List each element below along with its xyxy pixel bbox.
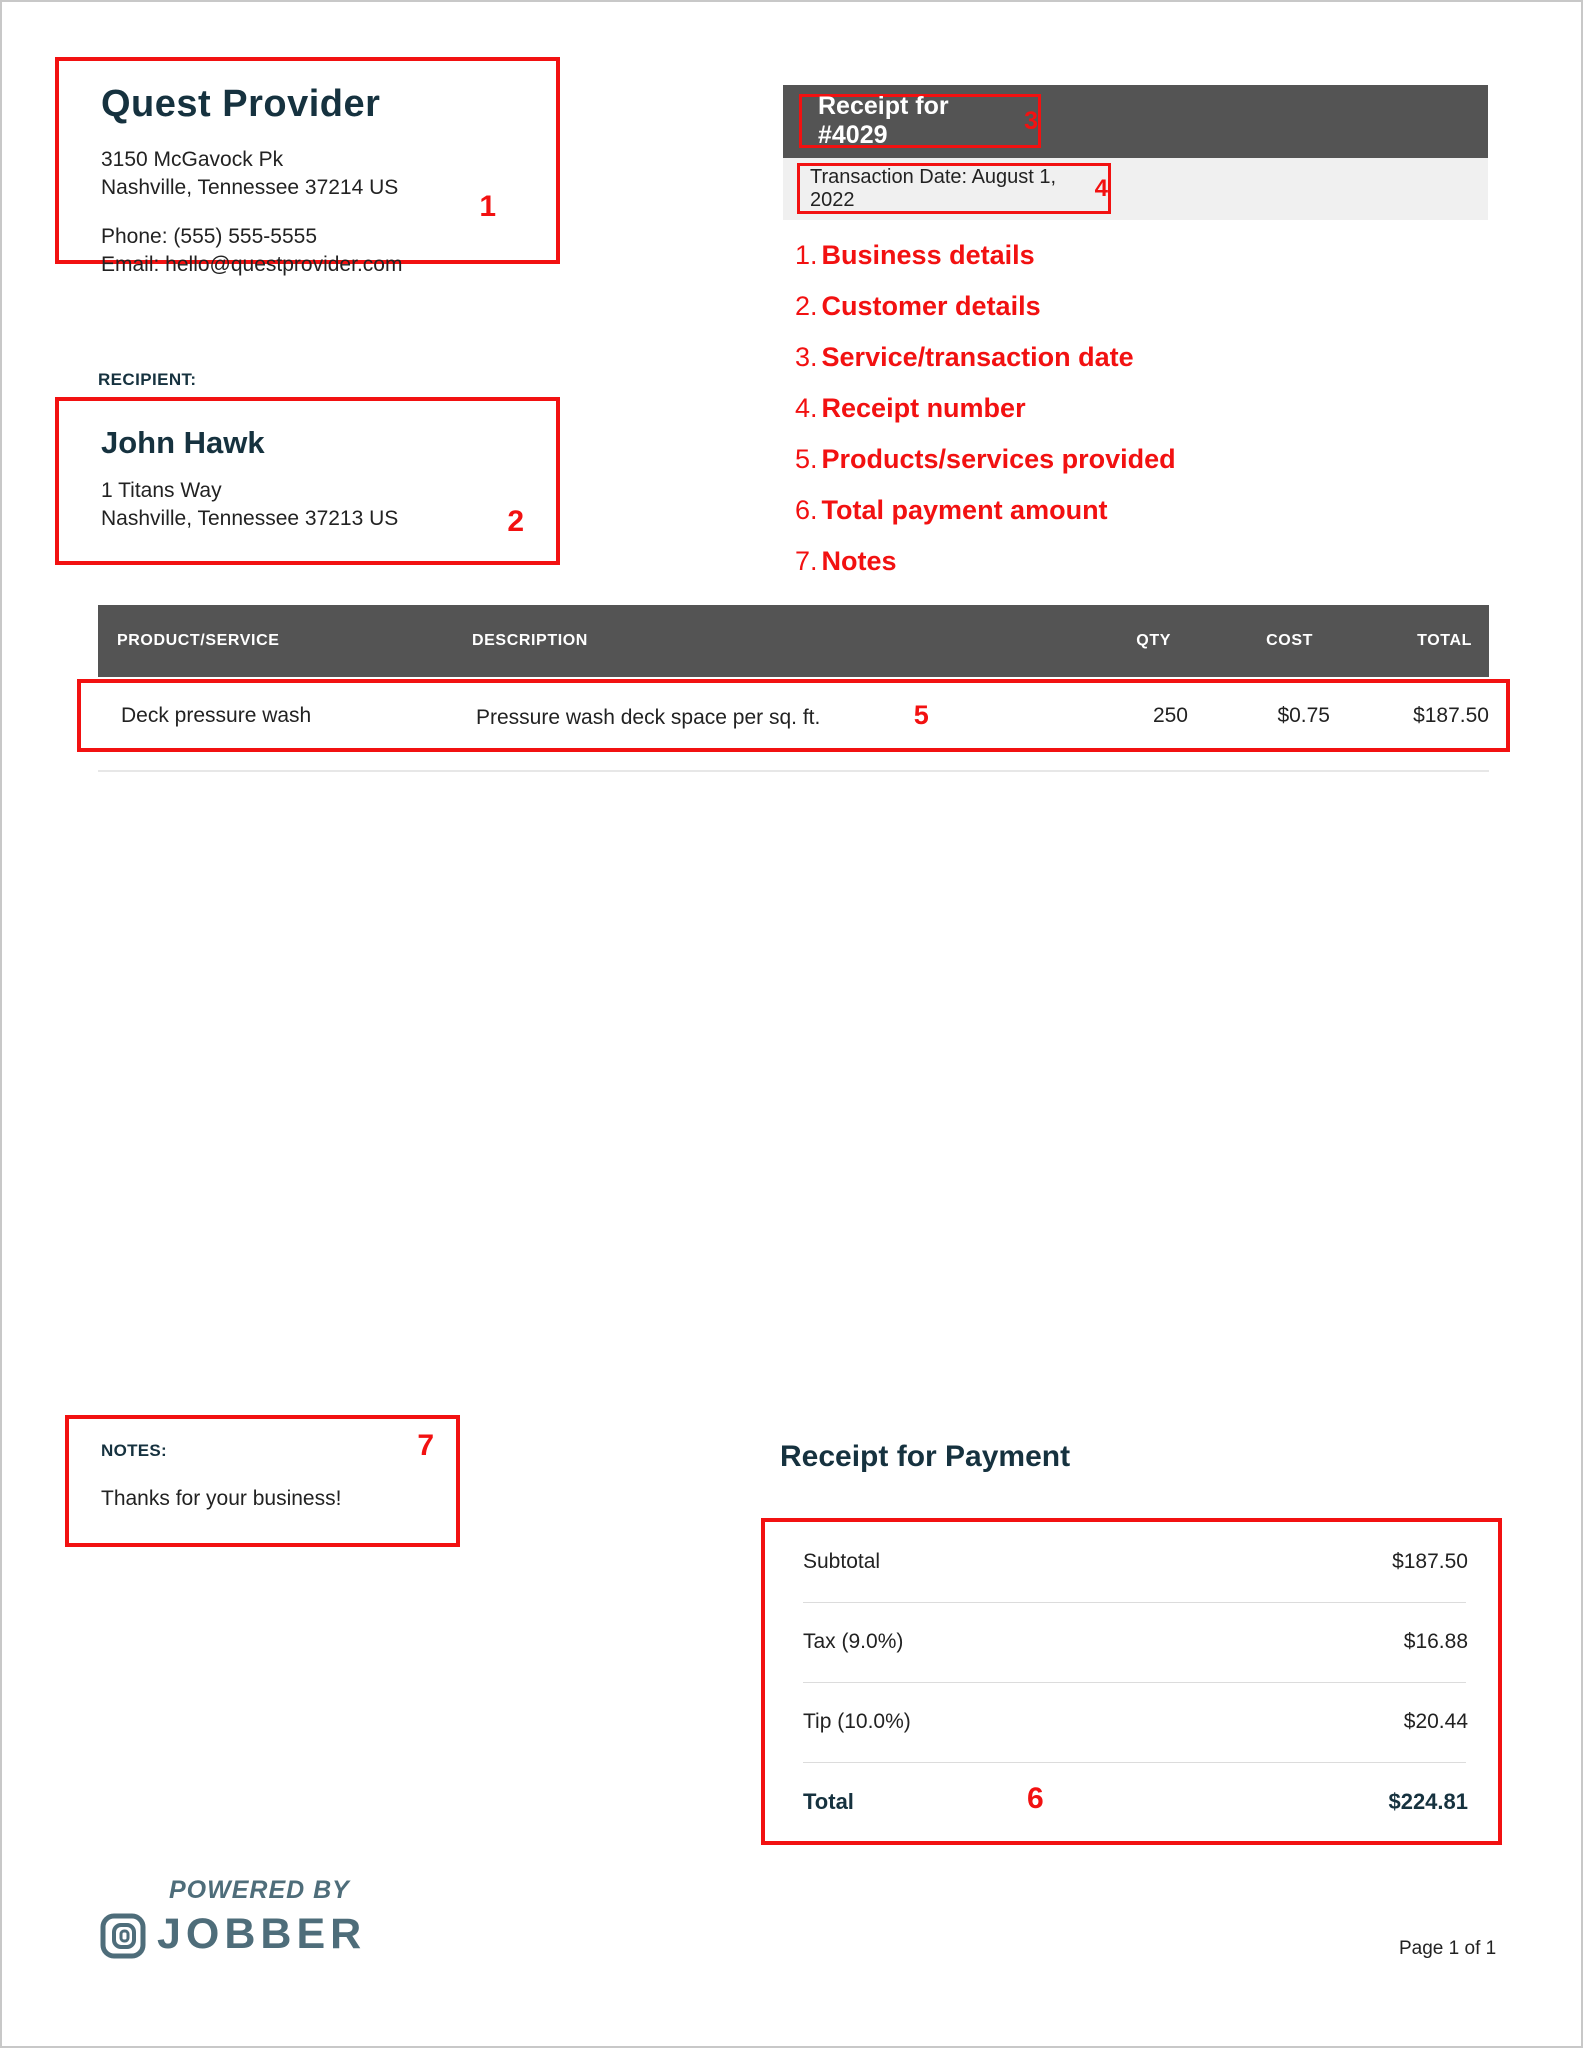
transaction-date-annotation-box	[797, 163, 1111, 214]
legend-label: Customer details	[821, 291, 1041, 321]
legend-num: 6.	[795, 495, 818, 525]
line-item-annotation-box	[77, 679, 1510, 752]
legend-item-receipt-number	[795, 393, 1176, 444]
powered-by-text: POWERED BY	[169, 1876, 350, 1904]
subtotal-label: Subtotal	[803, 1550, 881, 1573]
subtotal-value: $187.50	[1392, 1550, 1468, 1573]
callout-number-2: 2	[507, 505, 524, 538]
legend-item-products-services	[795, 444, 1176, 495]
items-table-header	[98, 605, 1489, 677]
jobber-logo	[97, 1864, 397, 1984]
recipient-address-line2: Nashville, Tennessee 37213 US	[101, 507, 399, 531]
table-row-divider	[98, 770, 1489, 772]
legend-num: 7.	[795, 546, 818, 576]
page-number: Page 1 of 1	[1399, 1938, 1497, 1959]
item-total: $187.50	[1413, 703, 1489, 727]
business-address-line2: Nashville, Tennessee 37214 US	[101, 176, 399, 200]
customer-details-annotation-box	[55, 397, 560, 565]
legend-num: 1.	[795, 240, 818, 270]
business-name: Quest Provider	[101, 83, 381, 125]
legend-item-total-payment	[795, 495, 1176, 546]
item-qty: 250	[1152, 703, 1188, 727]
business-email: Email: hello@questprovider.com	[101, 253, 403, 277]
subtotal-row	[765, 1522, 1498, 1602]
transaction-date: Transaction Date: August 1, 2022	[810, 165, 1057, 211]
jobber-wordmark: JOBBER	[157, 1910, 367, 1958]
business-details	[101, 83, 402, 279]
payment-summary-annotation-box	[761, 1518, 1502, 1845]
item-product: Deck pressure wash	[121, 703, 312, 727]
legend-num: 5.	[795, 444, 818, 474]
legend-label: Total payment amount	[821, 495, 1108, 525]
callout-number-4: 4	[1094, 174, 1108, 202]
callout-number-5: 5	[913, 700, 929, 730]
legend-label: Notes	[821, 546, 897, 576]
receipt-title-annotation-box	[799, 94, 1041, 148]
recipient-label: RECIPIENT:	[98, 370, 197, 389]
header-cost: COST	[1266, 632, 1313, 649]
item-description	[457, 700, 1068, 731]
legend-label: Products/services provided	[821, 444, 1176, 474]
callout-number-1: 1	[479, 190, 496, 223]
payment-section-title: Receipt for Payment	[780, 1440, 1071, 1473]
tax-row	[765, 1602, 1498, 1682]
legend-label: Service/transaction date	[821, 342, 1134, 372]
legend-label: Receipt number	[821, 393, 1026, 423]
header-qty: QTY	[1136, 632, 1171, 649]
total-label: Total	[803, 1789, 854, 1814]
total-row	[765, 1762, 1498, 1842]
callout-number-3: 3	[1024, 106, 1038, 135]
tip-label: Tip (10.0%)	[803, 1710, 911, 1733]
legend-num: 3.	[795, 342, 818, 372]
legend-item-notes	[795, 546, 1176, 597]
legend-num: 2.	[795, 291, 818, 321]
jobber-brand-icon	[99, 1912, 147, 1965]
tax-value: $16.88	[1403, 1630, 1468, 1653]
business-address-line1: 3150 McGavock Pk	[101, 148, 284, 171]
legend-item-business-details	[795, 240, 1176, 291]
header-total: TOTAL	[1417, 632, 1472, 649]
legend-item-service-transaction-date	[795, 342, 1176, 393]
recipient-address-line1: 1 Titans Way	[101, 479, 222, 502]
annotation-legend	[795, 240, 1176, 597]
business-phone: Phone: (555) 555-5555	[101, 224, 317, 248]
notes-label: NOTES:	[101, 1441, 168, 1460]
customer-details	[101, 425, 398, 534]
notes-text: Thanks for your business!	[101, 1487, 342, 1510]
tax-label: Tax (9.0%)	[803, 1630, 904, 1653]
legend-item-customer-details	[795, 291, 1176, 342]
business-details-annotation-box	[55, 57, 560, 277]
receipt-title-bar	[783, 85, 1488, 158]
header-description: DESCRIPTION	[472, 632, 588, 649]
transaction-date-band	[783, 158, 1488, 220]
item-cost: $0.75	[1277, 703, 1330, 727]
notes-annotation-box	[65, 1415, 460, 1547]
callout-number-6: 6	[1027, 1782, 1044, 1815]
legend-num: 4.	[795, 393, 818, 423]
callout-number-7: 7	[417, 1429, 434, 1462]
recipient-name: John Hawk	[101, 425, 265, 460]
tip-value: $20.44	[1403, 1710, 1468, 1733]
tip-row	[765, 1682, 1498, 1762]
total-value: $224.81	[1388, 1789, 1468, 1814]
header-product-service: PRODUCT/SERVICE	[117, 632, 280, 649]
legend-label: Business details	[821, 240, 1035, 270]
receipt-title: Receipt for #4029	[818, 92, 949, 149]
item-description-text: Pressure wash deck space per sq. ft.	[476, 706, 821, 729]
